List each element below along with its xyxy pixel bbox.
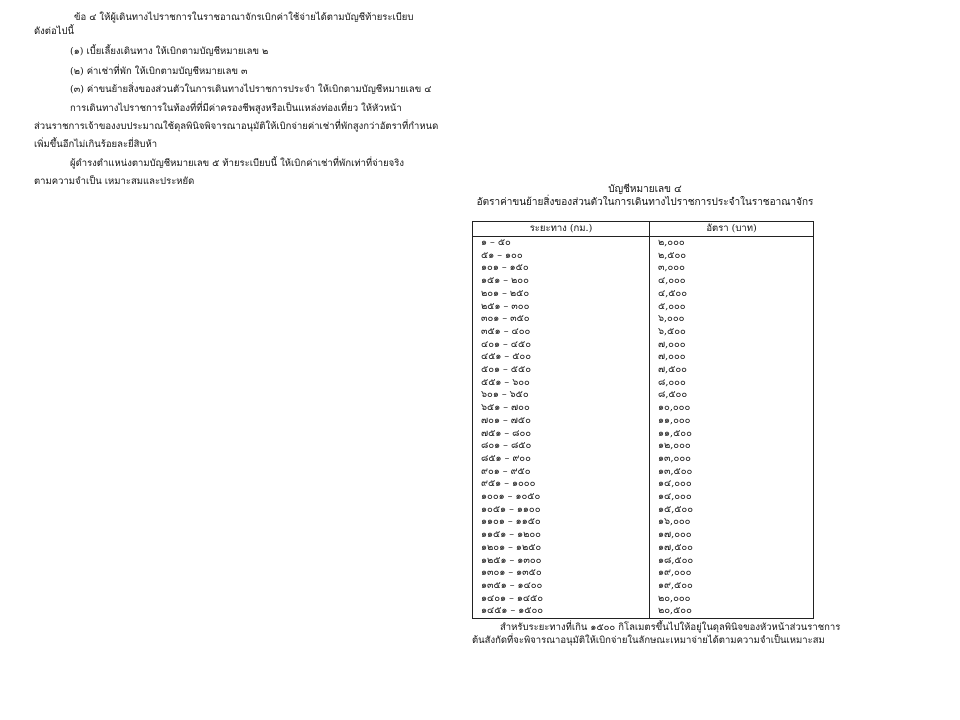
schedule-title: อัตราค่าขนย้ายสิ่งของส่วนตัวในการเดินทางไปราชการประจำในราชอาณาจักร [476,197,814,208]
table-row [473,593,814,606]
rate-cell: ๒๐,๐๐๐ [650,593,814,606]
table-row [473,415,814,428]
distance-cell: ๓๐๑ – ๓๕๐ [473,313,650,326]
distance-cell: ๑๐๕๑ – ๑๑๐๐ [473,504,650,517]
table-row [473,275,814,288]
paragraph-2-line-2: ส่วนราชการเจ้าของงบประมาณใช้ดุลพินิจพิจารณาอนุมัติให้เบิกจ่ายค่าเช่าที่พักสูงกว่าอัตราที่กำหนด [34,121,439,132]
rate-cell: ๑๔,๐๐๐ [650,478,814,491]
table-row [473,377,814,390]
table-row [473,364,814,377]
paragraph-3-line-1: ผู้ดำรงตำแหน่งตามบัญชีหมายเลข ๕ ท้ายระเบียบนี้ ให้เบิกค่าเช่าที่พักเท่าที่จ่ายจริง [70,158,404,169]
distance-cell: ๘๐๑ – ๘๕๐ [473,440,650,453]
distance-cell: ๒๐๑ – ๒๕๐ [473,288,650,301]
distance-cell: ๗๕๑ – ๘๐๐ [473,428,650,441]
table-row [473,326,814,339]
note-line-1: สำหรับระยะทางที่เกิน ๑๕๐๐ กิโลเมตรขึ้นไปให้อยู่ในดุลพินิจของหัวหน้าส่วนราชการ [500,622,841,633]
distance-cell: ๘๕๑ – ๙๐๐ [473,453,650,466]
rate-cell: ๑๔,๐๐๐ [650,491,814,504]
column-header-distance: ระยะทาง (กม.) [473,222,650,237]
rate-cell: ๑๓,๐๐๐ [650,453,814,466]
rate-cell: ๑๖,๐๐๐ [650,516,814,529]
rate-cell: ๑๓,๕๐๐ [650,466,814,479]
paragraph-2-line-3: เพิ่มขึ้นอีกไม่เกินร้อยละยี่สิบห้า [34,139,158,150]
distance-cell: ๕๕๑ – ๖๐๐ [473,377,650,390]
distance-cell: ๔๕๑ – ๕๐๐ [473,351,650,364]
rate-cell: ๒๐,๕๐๐ [650,605,814,618]
rate-cell: ๑๙,๐๐๐ [650,567,814,580]
distance-cell: ๑๑๐๑ – ๑๑๕๐ [473,516,650,529]
distance-cell: ๑๕๑ – ๒๐๐ [473,275,650,288]
table-header-row [473,222,814,237]
table-row [473,567,814,580]
distance-cell: ๖๕๑ – ๗๐๐ [473,402,650,415]
table-row [473,288,814,301]
table-row [473,555,814,568]
table-row [473,453,814,466]
table-row [473,504,814,517]
rate-cell: ๘,๐๐๐ [650,377,814,390]
rate-cell: ๑๕,๕๐๐ [650,504,814,517]
rate-table [472,221,814,619]
distance-cell: ๑๑๕๑ – ๑๒๐๐ [473,529,650,542]
table-row [473,580,814,593]
rate-cell: ๗,๕๐๐ [650,364,814,377]
clause-4-line-1: ข้อ ๔ ให้ผู้เดินทางไปราชการในราชอาณาจักรเบิกค่าใช้จ่ายได้ตามบัญชีท้ายระเบียบ [74,12,414,23]
rate-cell: ๑๑,๕๐๐ [650,428,814,441]
table-row [473,428,814,441]
table-row [473,516,814,529]
distance-cell: ๙๕๑ – ๑๐๐๐ [473,478,650,491]
clause-4-item-1: (๑) เบี้ยเลี้ยงเดินทาง ให้เบิกตามบัญชีหมายเลข ๒ [70,46,269,57]
rate-cell: ๑๙,๕๐๐ [650,580,814,593]
distance-cell: ๑๒๕๑ – ๑๓๐๐ [473,555,650,568]
rate-cell: ๕,๐๐๐ [650,301,814,314]
distance-cell: ๑๒๐๑ – ๑๒๕๐ [473,542,650,555]
table-row [473,529,814,542]
table-row [473,313,814,326]
distance-cell: ๗๐๑ – ๗๕๐ [473,415,650,428]
table-row [473,301,814,314]
rate-cell: ๓,๐๐๐ [650,262,814,275]
rate-cell: ๖,๐๐๐ [650,313,814,326]
table-row [473,339,814,352]
distance-cell: ๑ – ๕๐ [473,237,650,250]
distance-cell: ๔๐๑ – ๔๕๐ [473,339,650,352]
distance-cell: ๖๐๑ – ๖๕๐ [473,389,650,402]
distance-cell: ๑๐๑ – ๑๕๐ [473,262,650,275]
rate-cell: ๑๑,๐๐๐ [650,415,814,428]
distance-cell: ๓๕๑ – ๔๐๐ [473,326,650,339]
rate-cell: ๔,๕๐๐ [650,288,814,301]
rate-cell: ๑๘,๕๐๐ [650,555,814,568]
distance-cell: ๕๑ – ๑๐๐ [473,250,650,263]
paragraph-3-line-2: ตามความจำเป็น เหมาะสมและประหยัด [34,176,195,187]
distance-cell: ๑๓๐๑ – ๑๓๕๐ [473,567,650,580]
paragraph-2-line-1: การเดินทางไปราชการในท้องที่ที่มีค่าครองชีพสูงหรือเป็นแหล่งท่องเที่ยว ให้หัวหน้า [70,103,402,114]
rate-cell: ๑๗,๕๐๐ [650,542,814,555]
table-row [473,605,814,618]
rate-table-body [473,237,814,619]
distance-cell: ๑๓๕๑ – ๑๔๐๐ [473,580,650,593]
rate-cell: ๘,๕๐๐ [650,389,814,402]
distance-cell: ๒๕๑ – ๓๐๐ [473,301,650,314]
distance-cell: ๑๔๕๑ – ๑๕๐๐ [473,605,650,618]
table-row [473,351,814,364]
rate-cell: ๒,๐๐๐ [650,237,814,250]
note-line-2: ต้นสังกัดที่จะพิจารณาอนุมัติให้เบิกจ่ายในลักษณะเหมาจ่ายได้ตามความจำเป็นเหมาะสม [472,635,825,646]
distance-cell: ๑๔๐๑ – ๑๔๕๐ [473,593,650,606]
rate-cell: ๑๗,๐๐๐ [650,529,814,542]
table-row [473,389,814,402]
table-row [473,250,814,263]
clause-4-item-2: (๒) ค่าเช่าที่พัก ให้เบิกตามบัญชีหมายเลข ๓ [70,66,248,77]
table-row [473,262,814,275]
table-row [473,542,814,555]
distance-cell: ๑๐๐๑ – ๑๐๕๐ [473,491,650,504]
column-header-rate: อัตรา (บาท) [650,222,814,237]
distance-cell: ๕๐๑ – ๕๕๐ [473,364,650,377]
table-row [473,466,814,479]
rate-cell: ๒,๕๐๐ [650,250,814,263]
schedule-number: บัญชีหมายเลข ๔ [608,184,682,195]
clause-4-line-2: ดังต่อไปนี้ [34,26,74,37]
rate-cell: ๑๒,๐๐๐ [650,440,814,453]
rate-cell: ๑๐,๐๐๐ [650,402,814,415]
table-row [473,237,814,250]
clause-4-item-3: (๓) ค่าขนย้ายสิ่งของส่วนตัวในการเดินทางไปราชการประจำ ให้เบิกตามบัญชีหมายเลข ๔ [70,84,432,95]
distance-cell: ๙๐๑ – ๙๕๐ [473,466,650,479]
table-row [473,440,814,453]
table-row [473,402,814,415]
rate-cell: ๔,๐๐๐ [650,275,814,288]
table-row [473,478,814,491]
table-row [473,491,814,504]
rate-cell: ๗,๐๐๐ [650,351,814,364]
rate-cell: ๗,๐๐๐ [650,339,814,352]
rate-cell: ๖,๕๐๐ [650,326,814,339]
